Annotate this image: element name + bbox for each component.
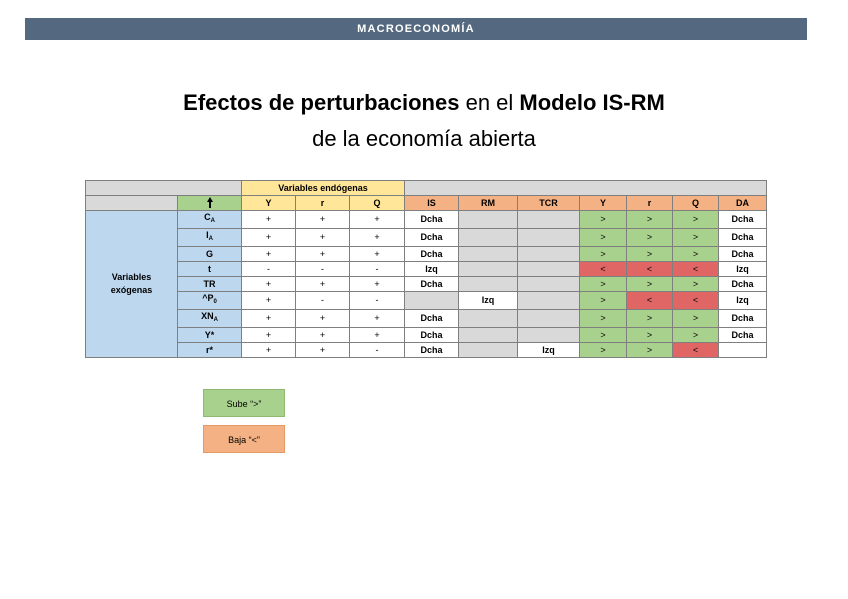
da-cell: Dcha (719, 229, 767, 247)
rm-cell (459, 229, 518, 247)
group-header-blank-right (405, 181, 767, 196)
q-effect-cell: > (673, 211, 719, 229)
header-bar (25, 18, 807, 40)
q-effect-cell: > (673, 229, 719, 247)
row-variable-name (178, 343, 242, 358)
sign-cell: + (242, 247, 296, 262)
sign-cell: + (296, 277, 350, 292)
col-header-r2: r (627, 196, 673, 211)
sign-cell: + (242, 310, 296, 328)
sign-cell: + (242, 277, 296, 292)
sign-cell: + (296, 310, 350, 328)
sign-cell: + (242, 328, 296, 343)
table-row (86, 262, 767, 277)
row-variable-name (178, 229, 242, 247)
is-cell: Dcha (405, 277, 459, 292)
is-cell: Dcha (405, 328, 459, 343)
exogenous-label (86, 211, 178, 358)
col-header-y2: Y (580, 196, 627, 211)
title-part3: Modelo IS-RM (519, 90, 665, 115)
q-effect-cell: > (673, 247, 719, 262)
table-row (86, 328, 767, 343)
y-effect-cell: > (580, 343, 627, 358)
variable-subscript: A (213, 317, 218, 323)
table-group-header-row (86, 181, 767, 196)
table-row (86, 229, 767, 247)
q-effect-cell: < (673, 292, 719, 310)
tcr-cell: Izq (518, 343, 580, 358)
r-effect-cell: > (627, 328, 673, 343)
table-row (86, 211, 767, 229)
exogenous-label-line2: exógenas (110, 285, 153, 295)
sign-cell: + (350, 310, 405, 328)
rm-cell (459, 310, 518, 328)
col-header-tcr: TCR (518, 196, 580, 211)
sign-cell: + (242, 292, 296, 310)
effects-table (85, 180, 767, 358)
is-cell: Dcha (405, 247, 459, 262)
q-effect-cell: > (673, 310, 719, 328)
sign-cell: - (296, 262, 350, 277)
is-cell: Izq (405, 262, 459, 277)
tcr-cell (518, 328, 580, 343)
sign-cell: + (350, 277, 405, 292)
is-cell: Dcha (405, 211, 459, 229)
r-effect-cell: < (627, 262, 673, 277)
rm-cell (459, 247, 518, 262)
y-effect-cell: > (580, 328, 627, 343)
y-effect-cell: > (580, 229, 627, 247)
variable-symbol: I (206, 230, 209, 240)
sign-cell: + (350, 247, 405, 262)
is-cell: Dcha (405, 310, 459, 328)
sign-cell: - (350, 262, 405, 277)
y-effect-cell: > (580, 277, 627, 292)
tcr-cell (518, 211, 580, 229)
tcr-cell (518, 247, 580, 262)
legend-decrease-label: Baja “<” (228, 435, 260, 445)
col-header-y: Y (242, 196, 296, 211)
y-effect-cell: > (580, 211, 627, 229)
title-part2: en el (459, 90, 520, 115)
row-variable-name (178, 277, 242, 292)
rm-cell (459, 262, 518, 277)
r-effect-cell: > (627, 343, 673, 358)
variable-symbol: t (208, 263, 211, 274)
da-cell: Dcha (719, 211, 767, 229)
da-cell: Dcha (719, 328, 767, 343)
table-row (86, 343, 767, 358)
da-cell (719, 343, 767, 358)
table-row (86, 277, 767, 292)
sign-cell: + (296, 328, 350, 343)
row-variable-name (178, 262, 242, 277)
sign-cell: + (350, 229, 405, 247)
q-effect-cell: > (673, 328, 719, 343)
q-effect-cell: > (673, 277, 719, 292)
sign-cell: + (296, 229, 350, 247)
r-effect-cell: < (627, 292, 673, 310)
title-part1: Efectos de perturbaciones (183, 90, 460, 115)
rm-cell (459, 211, 518, 229)
q-effect-cell: < (673, 262, 719, 277)
variable-symbol: C (204, 212, 211, 222)
col-header-da: DA (719, 196, 767, 211)
table-row (86, 310, 767, 328)
da-cell: Izq (719, 292, 767, 310)
sign-cell: - (242, 262, 296, 277)
sign-cell: + (296, 211, 350, 229)
tcr-cell (518, 310, 580, 328)
is-cell: Dcha (405, 229, 459, 247)
sign-cell: + (296, 343, 350, 358)
rm-cell (459, 343, 518, 358)
variable-symbol: r* (205, 344, 213, 355)
sign-cell: + (350, 328, 405, 343)
col-header-is: IS (405, 196, 459, 211)
tcr-cell (518, 292, 580, 310)
row-variable-name (178, 211, 242, 229)
col-header-q: Q (350, 196, 405, 211)
sign-cell: - (350, 343, 405, 358)
legend-decrease (203, 425, 285, 453)
sign-cell: + (242, 229, 296, 247)
is-cell: Dcha (405, 343, 459, 358)
endogenous-group-label: Variables endógenas (242, 181, 405, 196)
da-cell: Dcha (719, 247, 767, 262)
r-effect-cell: > (627, 211, 673, 229)
table-row (86, 247, 767, 262)
col-header-q2: Q (673, 196, 719, 211)
table-row (86, 292, 767, 310)
y-effect-cell: > (580, 292, 627, 310)
sign-cell: - (350, 292, 405, 310)
r-effect-cell: > (627, 229, 673, 247)
row-variable-name (178, 328, 242, 343)
y-effect-cell: > (580, 247, 627, 262)
variable-subscript: A (210, 218, 215, 224)
rm-cell (459, 328, 518, 343)
page-subtitle: de la economía abierta (312, 126, 536, 151)
table-column-header-row (86, 196, 767, 211)
variable-subscript: 0 (213, 299, 217, 305)
col-header-r: r (296, 196, 350, 211)
r-effect-cell: > (627, 277, 673, 292)
da-cell: Dcha (719, 277, 767, 292)
y-effect-cell: < (580, 262, 627, 277)
row-variable-name (178, 247, 242, 262)
rm-cell (459, 277, 518, 292)
is-cell (405, 292, 459, 310)
da-cell: Dcha (719, 310, 767, 328)
sign-cell: + (296, 247, 350, 262)
page-title (0, 88, 848, 118)
variable-symbol: Y* (204, 329, 215, 340)
variable-symbol: G (205, 248, 213, 259)
tcr-cell (518, 229, 580, 247)
group-header-blank (86, 181, 242, 196)
variable-symbol: ^P (202, 293, 214, 303)
variable-symbol: XN (201, 311, 214, 321)
column-header-blank (86, 196, 178, 211)
sign-cell: + (242, 343, 296, 358)
sign-cell: + (350, 211, 405, 229)
sign-cell: - (296, 292, 350, 310)
exogenous-label-line1: Variables (111, 272, 152, 282)
q-effect-cell: < (673, 343, 719, 358)
r-effect-cell: > (627, 247, 673, 262)
y-effect-cell: > (580, 310, 627, 328)
tcr-cell (518, 262, 580, 277)
variable-subscript: A (208, 236, 213, 242)
row-variable-name (178, 310, 242, 328)
row-variable-name (178, 292, 242, 310)
increase-arrow-icon (178, 196, 242, 211)
tcr-cell (518, 277, 580, 292)
legend-increase (203, 389, 285, 417)
header-title: MACROECONOMÍA (357, 23, 475, 35)
da-cell: Izq (719, 262, 767, 277)
variable-symbol: TR (203, 278, 216, 289)
col-header-rm: RM (459, 196, 518, 211)
sign-cell: + (242, 211, 296, 229)
legend-increase-label: Sube “>” (226, 399, 262, 409)
r-effect-cell: > (627, 310, 673, 328)
rm-cell: Izq (459, 292, 518, 310)
